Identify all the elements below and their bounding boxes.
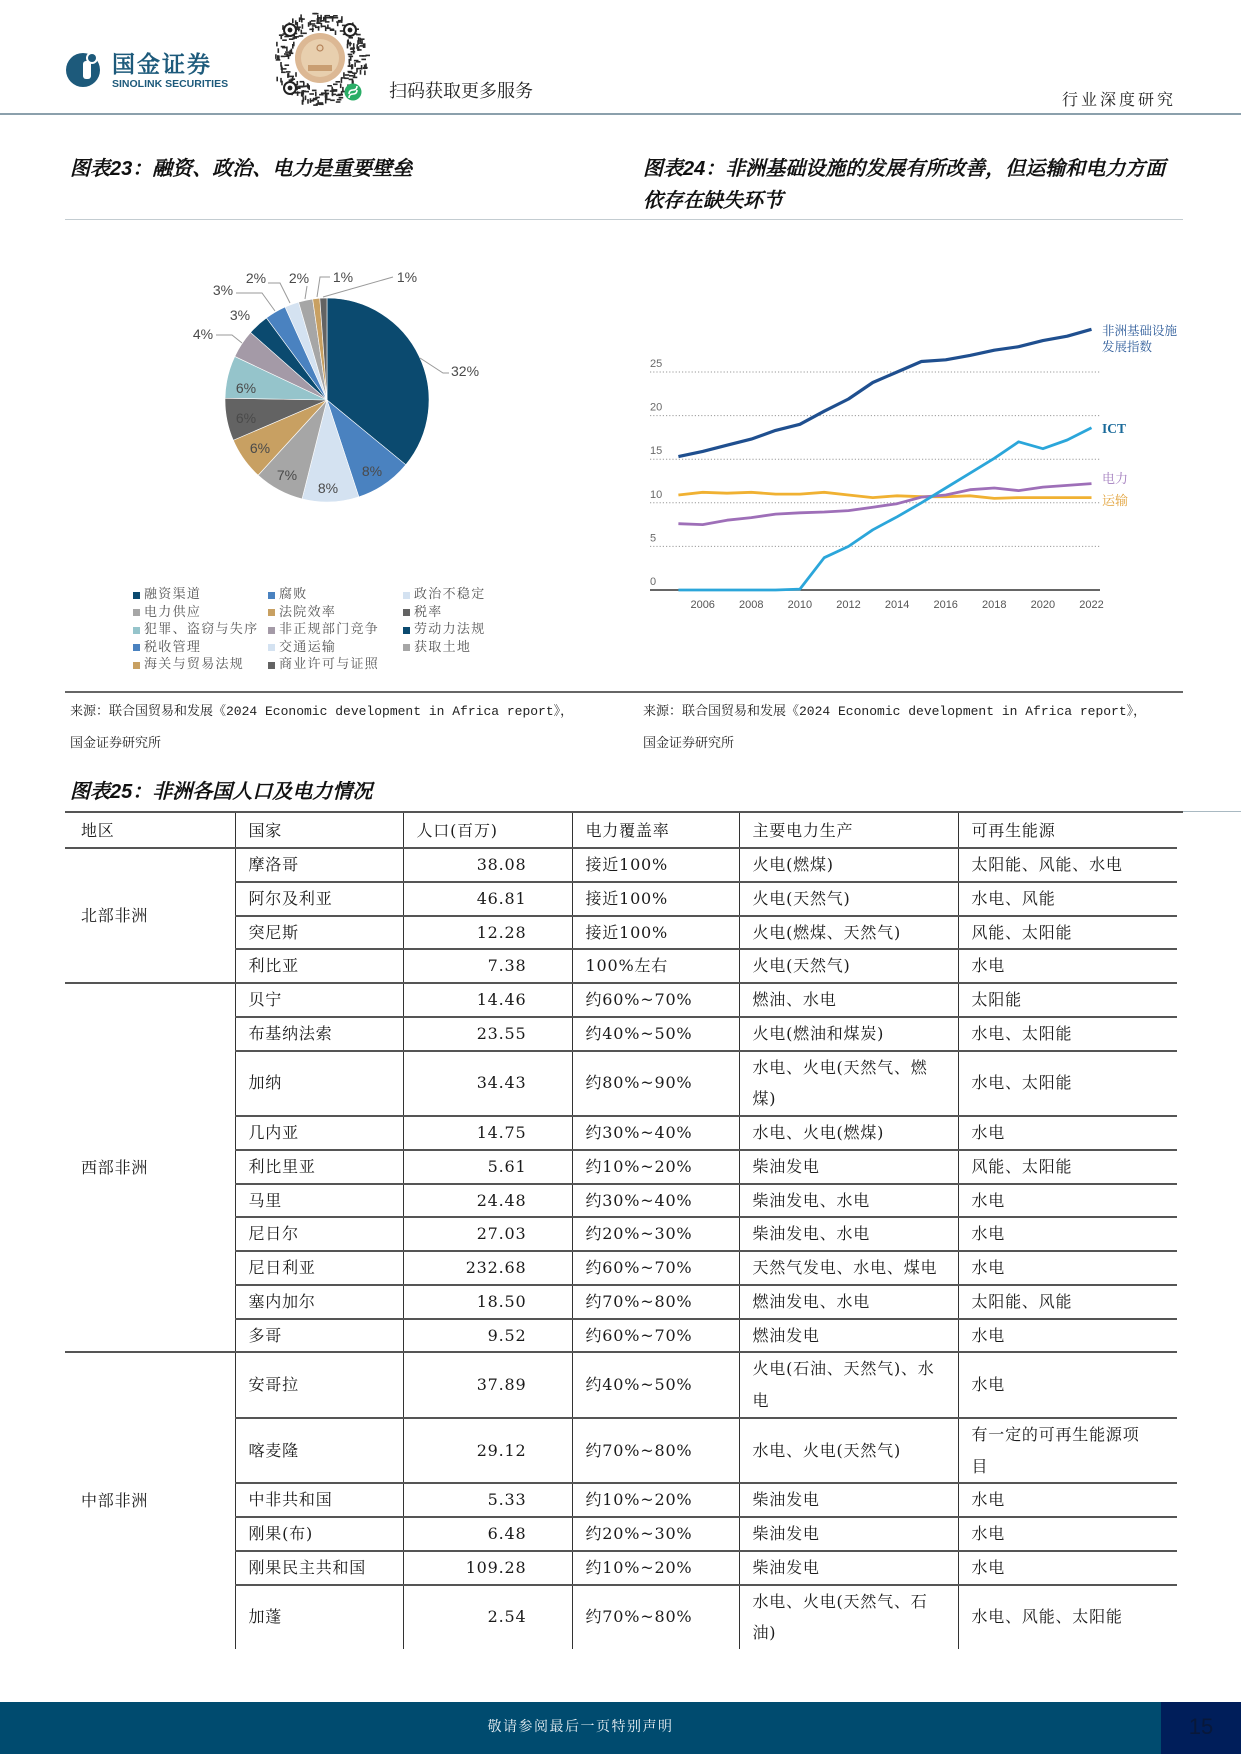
- y-axis-ticks: [650, 358, 662, 588]
- pie-value-label: 6%: [235, 380, 257, 396]
- legend-item: [133, 586, 201, 604]
- production-cell: 燃油发电: [739, 1319, 958, 1353]
- table-body: [65, 848, 1177, 1649]
- header-country: 国家: [235, 813, 403, 848]
- x-tick-label: 2018: [982, 599, 1007, 611]
- renewable-cell: 水电: [958, 1352, 1177, 1418]
- legend-label: 腐败: [279, 587, 308, 602]
- line-chart: [640, 300, 1110, 620]
- renewable-cell: 太阳能: [958, 983, 1177, 1017]
- production-cell: 火电(石油、天然气)、水电: [739, 1352, 958, 1418]
- renewable-cell: 水电、太阳能: [958, 1051, 1177, 1117]
- figure-title-divider: [65, 219, 1183, 220]
- pie-value-label: 3%: [229, 307, 251, 323]
- country-cell: 刚果民主共和国: [235, 1551, 403, 1585]
- country-cell: 喀麦隆: [235, 1418, 403, 1484]
- coverage-cell: 约70%~80%: [572, 1418, 739, 1484]
- legend-item: [133, 656, 244, 674]
- coverage-cell: 接近100%: [572, 916, 739, 950]
- legend-label: 商业许可与证照: [279, 657, 380, 673]
- production-cell: 火电(燃煤、天然气): [739, 916, 958, 950]
- production-cell: 水电、火电(燃煤): [739, 1116, 958, 1150]
- country-cell: 布基纳法索: [235, 1017, 403, 1051]
- population-cell: 34.43: [403, 1051, 572, 1117]
- country-cell: 尼日利亚: [235, 1251, 403, 1285]
- country-cell: 摩洛哥: [235, 848, 403, 882]
- country-cell: 几内亚: [235, 1116, 403, 1150]
- region-cell: 西部非洲: [65, 983, 235, 1352]
- legend-item: [403, 621, 486, 639]
- legend-label: 海关与贸易法规: [144, 657, 245, 673]
- y-tick-label: 0: [650, 576, 657, 588]
- pie-value-label: 6%: [235, 410, 257, 426]
- legend-item: [403, 586, 486, 604]
- pie-value-label: 8%: [361, 463, 383, 479]
- legend-label: 税收管理: [144, 639, 202, 655]
- y-tick-label: 20: [650, 401, 663, 414]
- country-cell: 利比亚: [235, 949, 403, 983]
- legend-swatch-icon: [133, 644, 140, 651]
- legend-swatch-icon: [403, 609, 410, 616]
- pie-slices: [225, 298, 429, 502]
- coverage-cell: 约70%~80%: [572, 1285, 739, 1319]
- population-cell: 109.28: [403, 1551, 572, 1585]
- production-cell: 柴油发电: [739, 1483, 958, 1517]
- production-cell: 燃油、水电: [739, 983, 958, 1017]
- table-row: [65, 1352, 1177, 1418]
- y-tick-label: 5: [650, 532, 657, 545]
- legend-label: 交通运输: [279, 639, 337, 655]
- header-coverage: 电力覆盖率: [572, 813, 739, 848]
- pie-value-label: 6%: [249, 440, 271, 456]
- coverage-cell: 约10%~20%: [572, 1483, 739, 1517]
- production-cell: 天然气发电、水电、煤电: [739, 1251, 958, 1285]
- legend-swatch-icon: [403, 627, 410, 634]
- brand-name-cn: 国金证券: [112, 51, 212, 77]
- legend-label: 犯罪、盗窃与失序: [144, 622, 259, 638]
- country-cell: 利比里亚: [235, 1150, 403, 1184]
- coverage-cell: 约40%~50%: [572, 1017, 739, 1051]
- x-tick-label: 2008: [739, 599, 764, 611]
- coverage-cell: 100%左右: [572, 949, 739, 983]
- country-cell: 突尼斯: [235, 916, 403, 950]
- pie-value-label: 1%: [332, 269, 354, 285]
- x-tick-label: 2016: [933, 599, 958, 611]
- renewable-cell: 风能、太阳能: [958, 916, 1177, 950]
- footer-disclaimer: 敬请参阅最后一页特别声明: [487, 1719, 674, 1735]
- country-cell: 塞内加尔: [235, 1285, 403, 1319]
- legend-item: [268, 604, 336, 622]
- population-cell: 5.61: [403, 1150, 572, 1184]
- legend-label: 非正规部门竞争: [279, 622, 380, 638]
- population-cell: 27.03: [403, 1217, 572, 1251]
- country-cell: 多哥: [235, 1319, 403, 1353]
- country-cell: 阿尔及利亚: [235, 882, 403, 916]
- coverage-cell: 接近100%: [572, 848, 739, 882]
- coverage-cell: 约10%~20%: [572, 1551, 739, 1585]
- production-cell: 柴油发电、水电: [739, 1217, 958, 1251]
- legend-label: 获取土地: [414, 639, 472, 655]
- coverage-cell: 约10%~20%: [572, 1150, 739, 1184]
- series-label-transport: 运输: [1102, 493, 1129, 508]
- pie-value-label: 32%: [451, 363, 480, 379]
- country-cell: 加蓬: [235, 1585, 403, 1650]
- production-cell: 火电(天然气): [739, 882, 958, 916]
- renewable-cell: 水电、风能、太阳能: [958, 1585, 1177, 1650]
- series-line: [678, 492, 1091, 498]
- production-cell: 柴油发电: [739, 1150, 958, 1184]
- legend-swatch-icon: [133, 662, 140, 669]
- sinolink-logo-icon: [64, 50, 102, 88]
- legend-item: [133, 604, 201, 622]
- pie-value-label: 1%: [396, 269, 418, 285]
- legend-swatch-icon: [268, 644, 275, 651]
- population-cell: 6.48: [403, 1517, 572, 1551]
- legend-swatch-icon: [268, 627, 275, 634]
- legend-swatch-icon: [133, 627, 140, 634]
- legend-item: [403, 604, 443, 622]
- coverage-cell: 约60%~70%: [572, 1319, 739, 1353]
- africa-power-table: [65, 813, 1177, 1649]
- table-row: [65, 983, 1177, 1017]
- qr-caption: 扫码获取更多服务: [389, 81, 533, 101]
- series-label-ict: ICT: [1102, 421, 1127, 436]
- coverage-cell: 约40%~50%: [572, 1352, 739, 1418]
- coverage-cell: 约60%~70%: [572, 983, 739, 1017]
- page-number: 15: [1161, 1702, 1241, 1754]
- renewable-cell: 风能、太阳能: [958, 1150, 1177, 1184]
- population-cell: 24.48: [403, 1184, 572, 1218]
- x-axis-ticks: [690, 599, 1103, 611]
- legend-item: [133, 621, 258, 639]
- table-top-rule-extension: [1183, 811, 1241, 812]
- source-divider: [65, 691, 1183, 693]
- x-tick-label: 2006: [690, 599, 715, 611]
- country-cell: 马里: [235, 1184, 403, 1218]
- y-tick-label: 15: [650, 445, 663, 458]
- country-cell: 尼日尔: [235, 1217, 403, 1251]
- country-cell: 刚果(布): [235, 1517, 403, 1551]
- series-label-infrastructure-index: 非洲基础设施发展指数: [1102, 324, 1178, 354]
- production-cell: 水电、火电(天然气): [739, 1418, 958, 1484]
- country-cell: 贝宁: [235, 983, 403, 1017]
- country-cell: 中非共和国: [235, 1483, 403, 1517]
- renewable-cell: 水电: [958, 1483, 1177, 1517]
- series-line: [678, 329, 1091, 456]
- table-header-row: [65, 813, 1177, 848]
- coverage-cell: 约20%~30%: [572, 1517, 739, 1551]
- pie-value-label: 7%: [276, 467, 298, 483]
- coverage-cell: 接近100%: [572, 882, 739, 916]
- renewable-cell: 水电、风能: [958, 882, 1177, 916]
- figure-24-title: 图表24：非洲基础设施的发展有所改善，但运输和电力方面依存在缺失环节: [643, 158, 1166, 212]
- coverage-cell: 约80%~90%: [572, 1051, 739, 1117]
- population-cell: 12.28: [403, 916, 572, 950]
- legend-item: [403, 639, 471, 657]
- pie-chart: [180, 250, 500, 530]
- legend-swatch-icon: [403, 644, 410, 651]
- renewable-cell: 太阳能、风能: [958, 1285, 1177, 1319]
- series-label-power: 电力: [1102, 471, 1129, 486]
- figure-24-source-line-2: 国金证券研究所: [643, 736, 735, 751]
- pie-value-label: 2%: [288, 270, 310, 286]
- renewable-cell: 有一定的可再生能源项目: [958, 1418, 1177, 1484]
- brand-name-en: SINOLINK SECURITIES: [112, 78, 229, 90]
- header-region: 地区: [65, 813, 235, 848]
- x-tick-label: 2022: [1079, 599, 1104, 611]
- x-tick-label: 2012: [836, 599, 861, 611]
- production-cell: 柴油发电: [739, 1551, 958, 1585]
- renewable-cell: 水电: [958, 1319, 1177, 1353]
- population-cell: 7.38: [403, 949, 572, 983]
- population-cell: 5.33: [403, 1483, 572, 1517]
- population-cell: 29.12: [403, 1418, 572, 1484]
- legend-swatch-icon: [133, 592, 140, 599]
- pie-legend: [133, 586, 553, 678]
- header-renewable: 可再生能源: [958, 813, 1177, 848]
- region-cell: 北部非洲: [65, 848, 235, 983]
- legend-label: 电力供应: [144, 604, 202, 620]
- header-divider: [0, 113, 1241, 115]
- qr-code-image: [270, 8, 370, 108]
- table-row: [65, 848, 1177, 882]
- y-tick-label: 25: [650, 358, 663, 370]
- legend-label: 融资渠道: [144, 587, 202, 602]
- population-cell: 2.54: [403, 1585, 572, 1650]
- document-type-label: 行业深度研究: [1062, 90, 1177, 109]
- qr-code[interactable]: [270, 8, 370, 108]
- production-cell: 火电(燃煤): [739, 848, 958, 882]
- legend-swatch-icon: [268, 662, 275, 669]
- legend-item: [268, 639, 336, 657]
- population-cell: 37.89: [403, 1352, 572, 1418]
- population-cell: 18.50: [403, 1285, 572, 1319]
- series-line: [678, 484, 1091, 525]
- renewable-cell: 水电: [958, 1116, 1177, 1150]
- population-cell: 23.55: [403, 1017, 572, 1051]
- legend-item: [133, 639, 201, 657]
- population-cell: 14.46: [403, 983, 572, 1017]
- figure-23-source-line-2: 国金证券研究所: [70, 736, 162, 751]
- coverage-cell: 约60%~70%: [572, 1251, 739, 1285]
- header-production: 主要电力生产: [739, 813, 958, 848]
- population-cell: 14.75: [403, 1116, 572, 1150]
- figure-25-title: 图表25：非洲各国人口及电力情况: [70, 781, 373, 803]
- production-cell: 水电、火电(天然气、燃煤): [739, 1051, 958, 1117]
- figure-23-title: 图表23：融资、政治、电力是重要壁垒: [70, 158, 413, 180]
- pie-value-label: 2%: [245, 270, 267, 286]
- coverage-cell: 约30%~40%: [572, 1116, 739, 1150]
- country-cell: 安哥拉: [235, 1352, 403, 1418]
- pie-value-label: 4%: [192, 326, 214, 342]
- legend-item: [268, 621, 379, 639]
- series-line: [678, 428, 1091, 590]
- legend-label: 税率: [414, 604, 443, 620]
- renewable-cell: 水电: [958, 1251, 1177, 1285]
- production-cell: 火电(天然气): [739, 949, 958, 983]
- legend-label: 劳动力法规: [414, 622, 486, 638]
- legend-swatch-icon: [133, 609, 140, 616]
- coverage-cell: 约70%~80%: [572, 1585, 739, 1650]
- production-cell: 燃油发电、水电: [739, 1285, 958, 1319]
- production-cell: 柴油发电: [739, 1517, 958, 1551]
- x-tick-label: 2020: [1030, 599, 1056, 611]
- chart-gridlines: [650, 372, 1100, 590]
- renewable-cell: 水电: [958, 1517, 1177, 1551]
- legend-swatch-icon: [268, 609, 275, 616]
- pie-value-label: 8%: [317, 480, 339, 496]
- header-population: 人口(百万): [403, 813, 572, 848]
- figure-24-source-line-1: 来源：联合国贸易和发展《2024 Economic development in Africa report》，: [643, 704, 1147, 719]
- y-tick-label: 10: [650, 488, 663, 501]
- population-cell: 9.52: [403, 1319, 572, 1353]
- legend-label: 政治不稳定: [414, 587, 486, 602]
- legend-label: 法院效率: [279, 604, 337, 620]
- country-cell: 加纳: [235, 1051, 403, 1117]
- renewable-cell: 水电: [958, 1217, 1177, 1251]
- renewable-cell: 水电、太阳能: [958, 1017, 1177, 1051]
- production-cell: 火电(燃油和煤炭): [739, 1017, 958, 1051]
- pie-value-label: 3%: [212, 282, 234, 298]
- population-cell: 38.08: [403, 848, 572, 882]
- x-tick-label: 2010: [787, 599, 813, 611]
- region-cell: 中部非洲: [81, 1491, 149, 1511]
- legend-item: [268, 656, 379, 674]
- production-cell: 水电、火电(天然气、石油): [739, 1585, 958, 1650]
- population-cell: 232.68: [403, 1251, 572, 1285]
- renewable-cell: 水电: [958, 1551, 1177, 1585]
- figure-23-source-line-1: 来源：联合国贸易和发展《2024 Economic development in Africa report》，: [70, 704, 574, 719]
- renewable-cell: 太阳能、风能、水电: [958, 848, 1177, 882]
- legend-swatch-icon: [268, 592, 275, 599]
- production-cell: 柴油发电、水电: [739, 1184, 958, 1218]
- population-cell: 46.81: [403, 882, 572, 916]
- legend-item: [268, 586, 308, 604]
- coverage-cell: 约20%~30%: [572, 1217, 739, 1251]
- renewable-cell: 水电: [958, 949, 1177, 983]
- coverage-cell: 约30%~40%: [572, 1184, 739, 1218]
- x-tick-label: 2014: [884, 599, 910, 611]
- renewable-cell: 水电: [958, 1184, 1177, 1218]
- legend-swatch-icon: [403, 592, 410, 599]
